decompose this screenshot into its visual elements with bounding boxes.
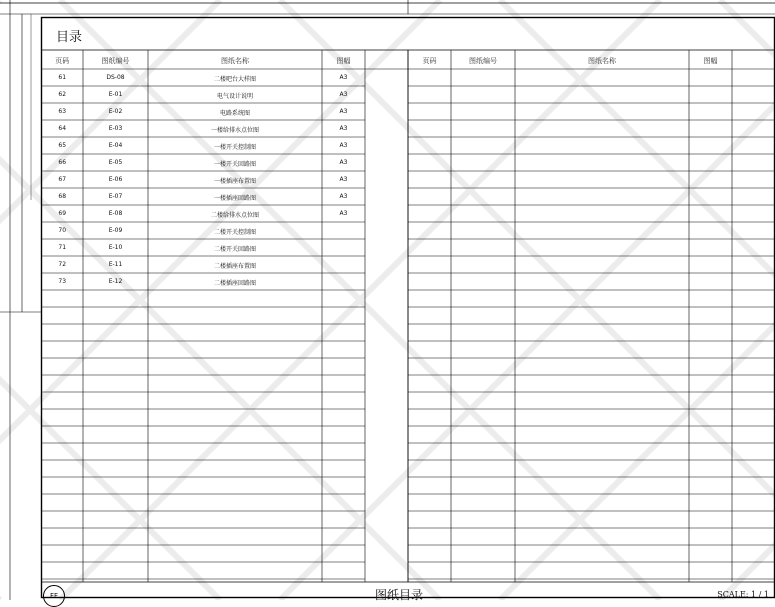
page-number-cell: 69 xyxy=(58,210,67,217)
drawing-name-cell: 二楼开关回路图 xyxy=(213,246,256,253)
page-number-cell: 65 xyxy=(58,142,67,149)
drawing-name-cell: 一楼开关回路图 xyxy=(213,161,256,168)
left-drawing-number-header: 图纸编号 xyxy=(101,57,130,65)
drawing-name-cell: 二楼吧台大样图 xyxy=(213,76,256,83)
drawing-index-table xyxy=(42,50,775,580)
drawing-name-cell: 电路系统图 xyxy=(219,110,250,117)
drawing-number-cell: E-09 xyxy=(108,227,123,234)
sheet-size-cell: A3 xyxy=(339,142,348,149)
page-number-cell: 68 xyxy=(58,193,67,200)
page-number-cell: 67 xyxy=(58,176,67,183)
drawing-number-cell: DS-08 xyxy=(106,74,125,81)
left-drawing-name-header: 图纸名称 xyxy=(221,57,249,65)
drawing-name-cell: 二楼插座布置图 xyxy=(213,263,256,270)
drawing-number-cell: E-10 xyxy=(108,244,123,251)
page-number-cell: 62 xyxy=(58,91,67,98)
drawing-number-cell: E-06 xyxy=(108,176,123,183)
drawing-number-cell: E-12 xyxy=(108,278,123,285)
drawing-number-cell: E-04 xyxy=(108,142,123,149)
page-number-cell: 63 xyxy=(58,108,67,115)
drawing-name-cell: 二楼给排水点位图 xyxy=(210,212,259,219)
left-page-number-header: 页码 xyxy=(55,57,70,65)
right-page-number-header: 页码 xyxy=(422,57,437,65)
drawing-number-cell: E-05 xyxy=(108,159,123,166)
right-sheet-size-header: 图幅 xyxy=(703,57,718,65)
page-number-cell: 73 xyxy=(58,278,67,285)
drawing-name-cell: 一楼插座回路图 xyxy=(213,195,256,202)
drawing-number-cell: E-11 xyxy=(108,261,123,268)
drawing-number-cell: E-08 xyxy=(108,210,123,217)
footer-title: 图纸目录 xyxy=(375,588,424,602)
left-sheet-size-header: 图幅 xyxy=(336,57,351,65)
sheet-size-cell: A3 xyxy=(339,108,348,115)
logo-stamp: FF xyxy=(43,585,65,607)
drawing-name-cell: 一楼插座布置图 xyxy=(213,178,256,185)
page-number-cell: 70 xyxy=(58,227,67,234)
sheet-size-cell: A3 xyxy=(339,176,348,183)
drawing-number-cell: E-07 xyxy=(108,193,123,200)
drawing-name-cell: 二楼开关控制图 xyxy=(213,229,256,236)
sheet-size-cell: A3 xyxy=(339,210,348,217)
drawing-name-cell: 一楼给排水点位图 xyxy=(210,127,259,134)
sheet-size-cell: A3 xyxy=(339,91,348,98)
sheet-size-cell: A3 xyxy=(339,74,348,81)
drawing-number-cell: E-03 xyxy=(108,125,123,132)
page-number-cell: 64 xyxy=(58,125,67,132)
drawing-number-cell: E-02 xyxy=(108,108,123,115)
drawing-name-cell: 二楼插座回路图 xyxy=(213,280,256,287)
drawing-name-cell: 电气设计说明 xyxy=(216,93,253,100)
drawing-name-cell: 一楼开关控制图 xyxy=(213,144,256,151)
sheet-size-cell: A3 xyxy=(339,193,348,200)
page-number-cell: 72 xyxy=(58,261,67,268)
right-drawing-number-header: 图纸编号 xyxy=(469,57,497,65)
right-drawing-name-header: 图纸名称 xyxy=(588,57,616,65)
sheet-size-cell: A3 xyxy=(339,159,348,166)
page-number-cell: 71 xyxy=(58,244,67,251)
page-number-cell: 61 xyxy=(58,74,67,81)
page-title: 目录 xyxy=(56,30,83,45)
drawing-number-cell: E-01 xyxy=(108,91,123,98)
sheet-size-cell: A3 xyxy=(339,125,348,132)
page-number-cell: 66 xyxy=(58,159,67,166)
scale-label: SCALE: 1 / 1 xyxy=(717,590,769,599)
